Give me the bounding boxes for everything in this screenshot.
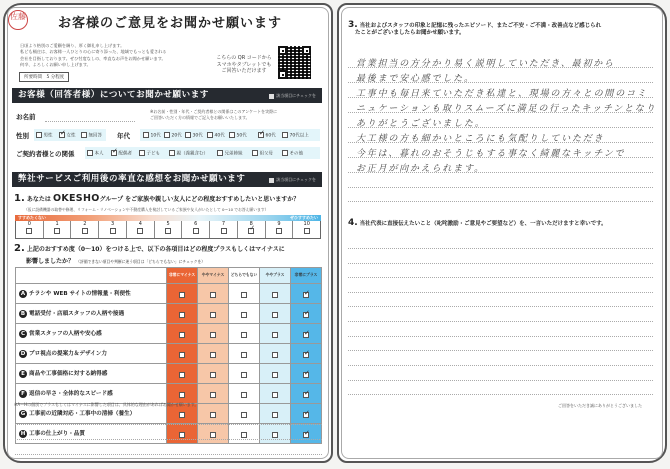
q4-answer-line[interactable] <box>348 263 653 264</box>
checkbox[interactable] <box>179 292 185 298</box>
qr-code-icon[interactable] <box>278 46 311 79</box>
checkbox[interactable] <box>179 432 185 438</box>
handwritten-line: 工事中も毎日来ていただき私達と、現場の方々との間のコミ <box>356 89 648 99</box>
col-slightly-positive: ややプラス <box>260 268 291 284</box>
option-label: 親（義親含む） <box>176 151 208 157</box>
col-slightly-negative: ややマイナス <box>198 268 229 284</box>
scale-value: 3 <box>110 221 115 227</box>
checkbox[interactable] <box>221 228 227 234</box>
table-header-row <box>16 268 322 284</box>
scale-option-5[interactable] <box>155 221 183 238</box>
scale-option-4[interactable] <box>127 221 155 238</box>
q3-heading <box>348 22 601 37</box>
intro-line: 会社を目指しております。ぜひ忖度なしの、率直なお声をお聞かせ願います。 <box>20 55 166 61</box>
checkbox-checked[interactable] <box>303 412 309 418</box>
check-hint-text: 該当項目にチェックを <box>276 93 316 98</box>
gender-option-male[interactable] <box>36 132 53 139</box>
row-label-text: チラシや WEB サイトの情報量・利便性 <box>29 291 131 298</box>
scale-value: 6 <box>194 221 198 227</box>
letter-badge-icon: A <box>20 290 26 297</box>
scale-value: 2 <box>83 221 87 227</box>
gender-label: 性別 <box>16 132 29 140</box>
checkbox[interactable] <box>282 150 288 156</box>
checkbox[interactable] <box>137 228 143 234</box>
qr-caption <box>213 55 275 75</box>
q2-comment-line[interactable] <box>15 424 322 425</box>
checkbox[interactable] <box>179 332 185 338</box>
q4-text: 当社代表に直接伝えたいこと（叱咤激励・ご意見やご要望など）を、一言いただけますと幸いです。 <box>359 221 607 227</box>
checkbox[interactable] <box>272 352 278 358</box>
q2-text2: 影響しましたか？ <box>26 258 75 265</box>
checkbox[interactable] <box>164 132 170 138</box>
checkbox-checked[interactable] <box>258 132 264 138</box>
q4-answer-line[interactable] <box>348 277 653 278</box>
table-row <box>16 384 322 404</box>
row-label <box>16 364 167 384</box>
age-option-70s-plus[interactable] <box>282 132 309 139</box>
checkbox[interactable] <box>207 132 213 138</box>
q4-answer-line[interactable] <box>348 350 653 351</box>
checkbox[interactable] <box>272 292 278 298</box>
intro-text <box>20 43 220 69</box>
checkbox[interactable] <box>169 150 175 156</box>
table-header-blank <box>16 268 167 284</box>
checkbox-checked[interactable] <box>248 228 254 234</box>
q3-number: 3. <box>348 20 358 30</box>
letter-badge-icon: D <box>20 350 26 357</box>
relation-option-self[interactable] <box>87 150 104 157</box>
scale-value: 9 <box>277 221 281 227</box>
qr-caption-line: ご回答いただけます <box>221 68 267 75</box>
q1-subtext: （仮に設備機器の取替や修理、リフォーム・リノベーションや不動産購入を検討しているご家族や友人がいたとして 0〜10 でお答え願います） <box>24 207 269 212</box>
row-label <box>16 344 167 364</box>
row-label <box>16 324 167 344</box>
impact-table <box>15 267 322 444</box>
name-input-line[interactable] <box>45 121 135 122</box>
row-label <box>16 304 167 324</box>
option-label: 40代 <box>214 133 225 139</box>
checkbox[interactable] <box>26 228 32 234</box>
q4-answer-line[interactable] <box>348 380 653 381</box>
q1-number: 1. <box>14 193 25 204</box>
checkbox[interactable] <box>210 412 216 418</box>
option-label: 70代以上 <box>289 133 309 139</box>
gender-option-no-answer[interactable] <box>81 132 102 139</box>
checkbox[interactable] <box>143 132 149 138</box>
checkbox-checked[interactable] <box>303 312 309 318</box>
checkbox[interactable] <box>276 228 282 234</box>
section-title: 弊社サービスご利用後の率直な感想をお聞かせ願います <box>18 174 246 184</box>
row-label-text: プロ視点の提案力＆デザイン力 <box>29 351 107 358</box>
q4-answer-line[interactable] <box>348 365 653 366</box>
option-label: 配偶者 <box>118 151 132 157</box>
relation-option-parent[interactable] <box>169 150 208 157</box>
checkbox[interactable] <box>241 372 247 378</box>
privacy-note-line: ※お名前・性別・年代・ご契約者様との関係はこのアンケートを実際に <box>150 109 278 114</box>
checkbox[interactable] <box>241 432 247 438</box>
checkbox[interactable] <box>241 392 247 398</box>
checkbox[interactable] <box>87 150 93 156</box>
handwritten-line: ありがとうございました。 <box>356 119 486 129</box>
option-label: 10代 <box>150 133 161 139</box>
section-header-respondent <box>12 88 322 103</box>
col-very-positive: 非常にプラス <box>291 268 322 284</box>
q2-text: 上記のおすすめ度（0〜10）をつける上で、以下の各項目はどの程度プラスもしくはマイナスに <box>26 246 285 253</box>
checkbox[interactable] <box>82 228 88 234</box>
q1-text: グループ をご家族や親しい友人にどの程度おすすめしたいと思いますか？ <box>99 196 300 203</box>
checkbox[interactable] <box>179 372 185 378</box>
row-label-text: 返信の早さ・全体的なスピード感 <box>29 391 113 398</box>
intro-line: 私ども桶庄は、お客様一人ひとりの心に寄り添った、地域でもっとも愛される <box>20 49 167 55</box>
checkbox[interactable] <box>272 312 278 318</box>
scale-value: 1 <box>55 221 59 227</box>
qr-finder-icon <box>278 46 287 55</box>
scale-value: 10 <box>303 221 310 227</box>
q4-answer-line[interactable] <box>348 292 653 293</box>
checkbox-checked[interactable] <box>59 132 65 138</box>
checkbox-icon <box>269 94 274 99</box>
checkbox-checked[interactable] <box>303 392 309 398</box>
row-label-text: 工事の仕上がり・品質 <box>29 431 85 438</box>
checkbox[interactable] <box>241 312 247 318</box>
relation-option-other[interactable] <box>282 150 303 157</box>
checkbox[interactable] <box>139 150 145 156</box>
checkbox[interactable] <box>210 372 216 378</box>
table-row <box>16 424 322 444</box>
checkbox[interactable] <box>252 150 258 156</box>
checkbox[interactable] <box>165 228 171 234</box>
q3-text: 当社およびスタッフの印象と記憶に残ったエピソード、またご不安・ご不満・改善点など感じられ <box>359 23 602 29</box>
q3-text2: たことがございましたらお聞かせ願います。 <box>355 30 465 36</box>
check-hint <box>269 172 316 187</box>
checkbox[interactable] <box>54 228 60 234</box>
letter-badge-icon: F <box>19 390 27 398</box>
scale-value: 0 <box>27 221 31 227</box>
checkbox[interactable] <box>272 332 278 338</box>
checkbox[interactable] <box>304 228 310 234</box>
letter-badge-icon: E <box>19 370 27 378</box>
section-title: お客様（回答者様）についてお聞かせ願います <box>18 90 209 100</box>
checkbox[interactable] <box>81 132 87 138</box>
option-label: 30代 <box>192 133 203 139</box>
checkbox[interactable] <box>210 352 216 358</box>
q3-answer-line[interactable] <box>348 201 653 202</box>
option-label: 女性 <box>66 133 76 139</box>
gender-option-female[interactable] <box>59 132 76 139</box>
q4-number: 4. <box>348 218 358 228</box>
age-option-40s[interactable] <box>207 132 225 139</box>
relation-option-child[interactable] <box>139 150 160 157</box>
option-label: 50代 <box>236 133 247 139</box>
checkbox[interactable] <box>241 352 247 358</box>
qr-caption-line: こちらの QR コードから <box>216 55 272 61</box>
checkbox[interactable] <box>193 228 199 234</box>
scale-option-10[interactable] <box>293 221 320 238</box>
seal-stamp-icon: 佐藤 <box>8 10 28 30</box>
col-neutral: どちらでもない <box>229 268 260 284</box>
handwritten-line: 大工様の方も細かいところにも気配りしていただき <box>356 134 605 144</box>
checkbox-checked[interactable] <box>303 372 309 378</box>
checkbox[interactable] <box>272 412 278 418</box>
scale-option-9[interactable] <box>266 221 294 238</box>
qr-finder-icon <box>278 70 287 79</box>
checkbox[interactable] <box>272 372 278 378</box>
q4-answer-line[interactable] <box>348 248 653 249</box>
checkbox[interactable] <box>179 392 185 398</box>
handwritten-line: 営業担当の方分かり易く説明していただき、最初から <box>356 59 615 69</box>
checkbox[interactable] <box>179 352 185 358</box>
q4-heading <box>348 220 607 228</box>
checkbox[interactable] <box>217 150 223 156</box>
col-very-negative: 非常にマイナス <box>167 268 198 284</box>
option-label: 60代 <box>265 133 276 139</box>
option-label: その他 <box>289 151 303 157</box>
q2-number: 2. <box>14 243 25 254</box>
q2-comment-line[interactable] <box>15 439 322 440</box>
checkbox[interactable] <box>241 412 247 418</box>
time-required-badge: 所要時間 5 分程度 <box>19 72 69 82</box>
age-label: 年代 <box>117 132 130 140</box>
intro-line: 日頃より格別のご愛顧を賜り、厚く御礼申し上げます。 <box>20 43 125 48</box>
q4-answer-line[interactable] <box>348 394 653 395</box>
q4-answer-line[interactable] <box>348 336 653 337</box>
q2-comment-line[interactable] <box>15 454 322 455</box>
relation-option-grandparent[interactable] <box>252 150 273 157</box>
scale-value: 7 <box>221 221 226 227</box>
checkbox[interactable] <box>110 228 116 234</box>
qr-finder-icon <box>302 46 311 55</box>
check-hint <box>269 88 316 103</box>
letter-badge-icon: B <box>20 310 26 317</box>
age-option-60s[interactable] <box>258 132 276 139</box>
handwritten-line: 今年は、暮れのおそうじもする事なく綺麗なキッチンで <box>356 149 626 159</box>
scale-option-1[interactable] <box>44 221 72 238</box>
scale-option-0[interactable] <box>16 221 44 238</box>
age-option-30s[interactable] <box>185 132 203 139</box>
option-label: 男性 <box>43 133 53 139</box>
q2-subtext: （評価できない項目や判断に迷う項目は「どちらでもない」にチェックを） <box>76 259 206 264</box>
table-row <box>16 364 322 384</box>
row-label <box>16 424 167 444</box>
checkbox[interactable] <box>282 132 288 138</box>
checkbox[interactable] <box>272 392 278 398</box>
checkbox[interactable] <box>241 332 247 338</box>
checkbox-checked[interactable] <box>303 292 309 298</box>
q1-heading <box>14 193 299 204</box>
qr-caption-line: スマホやタブレットでも <box>216 61 272 68</box>
q2-footnote: ※A〜Hの個別でプラスもしくはマイナスに影響した項目は、具体的な理由があればお聞かせ願います。 <box>14 402 199 407</box>
brand-name: OKESHO <box>52 193 100 204</box>
section-header-feedback <box>12 172 322 187</box>
row-label <box>16 384 167 404</box>
checkbox[interactable] <box>36 132 42 138</box>
q1-text-pre: あなたは <box>26 196 51 203</box>
table-row <box>16 304 322 324</box>
scale-option-2[interactable] <box>71 221 99 238</box>
check-hint-text: 該当項目にチェックを <box>276 177 316 182</box>
scale-option-3[interactable] <box>99 221 127 238</box>
name-label: お名前 <box>16 113 36 121</box>
checkbox[interactable] <box>210 312 216 318</box>
checkbox-checked[interactable] <box>303 432 309 438</box>
row-label <box>16 284 167 304</box>
letter-badge-icon: G <box>20 410 26 417</box>
checkbox-icon <box>269 178 274 183</box>
checkbox[interactable] <box>210 392 216 398</box>
page-title: お客様のご意見をお聞かせ願います <box>58 16 283 31</box>
privacy-note <box>150 109 277 120</box>
scale-high-label: ぜひすすめたい <box>289 214 318 220</box>
q4-answer-line[interactable] <box>348 321 653 322</box>
scale-low-label: すすめたくない <box>18 214 47 220</box>
row-label-text: 商品や工事価格に対する納得感 <box>29 371 108 378</box>
table-row <box>16 344 322 364</box>
handwritten-line: ニュケーションも取りスムーズに満足の行ったキッチンとなり <box>356 104 657 114</box>
option-label: 兄弟姉妹 <box>224 151 243 157</box>
checkbox[interactable] <box>241 292 247 298</box>
thank-you-note: ご回答をいただき誠にありがとうございました <box>558 403 642 408</box>
scale-option-7[interactable] <box>210 221 238 238</box>
q3-answer-line[interactable] <box>348 187 653 188</box>
relation-label: ご契約者様との関係 <box>16 150 75 158</box>
scale-option-8[interactable] <box>238 221 266 238</box>
option-label: 20代 <box>171 133 182 139</box>
age-option-10s[interactable] <box>143 132 161 139</box>
q2-heading <box>14 243 285 254</box>
letter-badge-icon: H <box>20 430 26 437</box>
checkbox[interactable] <box>229 132 235 138</box>
relation-option-sibling[interactable] <box>217 150 243 157</box>
scale-value: 5 <box>166 221 170 227</box>
checkbox[interactable] <box>210 432 216 438</box>
row-label-text: 電話受付・店頭スタッフの人柄や接遇 <box>29 311 125 318</box>
option-label: 無回答 <box>88 133 102 139</box>
row-label-text: 工事前の近隣対応・工事中の清掃（養生） <box>29 411 136 418</box>
privacy-note-line: ご回答いただく方の情報でご記入をお願いいたします。 <box>150 114 250 120</box>
age-option-50s[interactable] <box>229 132 247 139</box>
intro-line: 何卒、よろしくお願い申し上げます。 <box>20 62 91 68</box>
option-label: 本人 <box>94 151 104 157</box>
checkbox[interactable] <box>179 312 185 318</box>
checkbox-checked[interactable] <box>303 332 309 338</box>
table-row <box>16 324 322 344</box>
handwritten-line: 最後まで安心感でした。 <box>356 74 475 84</box>
checkbox-checked[interactable] <box>303 352 309 358</box>
checkbox-checked[interactable] <box>111 150 117 156</box>
row-label-text: 営業スタッフの人柄や安心感 <box>29 331 102 338</box>
q4-answer-line[interactable] <box>348 306 653 307</box>
age-option-20s[interactable] <box>164 132 182 139</box>
option-label: 子ども <box>146 151 160 157</box>
checkbox[interactable] <box>179 412 185 418</box>
checkbox[interactable] <box>272 432 278 438</box>
option-label: 祖父母 <box>259 151 273 157</box>
q2-heading-line2 <box>26 256 205 265</box>
checkbox[interactable] <box>210 292 216 298</box>
checkbox[interactable] <box>210 332 216 338</box>
checkbox[interactable] <box>185 132 191 138</box>
handwritten-line: お正月が向かえられます。 <box>356 164 485 174</box>
scale-value: 4 <box>138 221 142 227</box>
relation-option-spouse[interactable] <box>111 150 132 157</box>
letter-badge-icon: C <box>20 330 26 337</box>
scale-option-6[interactable] <box>182 221 210 238</box>
recommend-scale <box>15 221 321 239</box>
table-row <box>16 284 322 304</box>
